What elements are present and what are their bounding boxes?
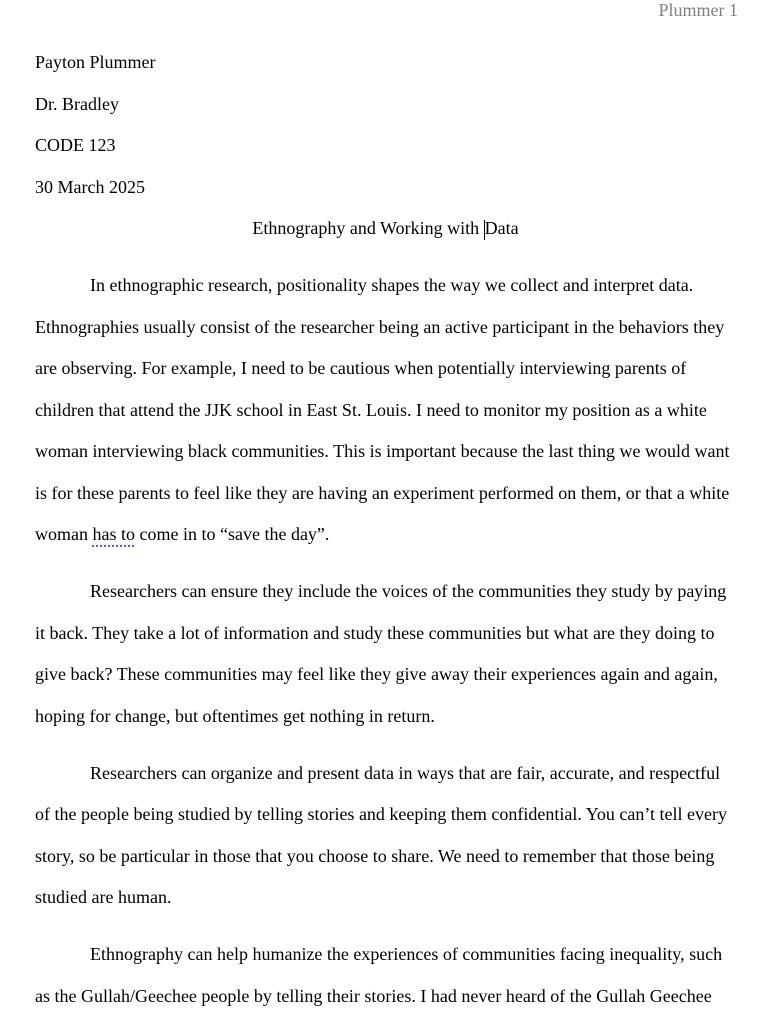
paragraph-line: In ethnographic research, positionality shapes the way we collect and interpret data. <box>90 275 694 295</box>
paragraph-line: story, so be particular in those that you choose to share. We need to remember that those being <box>35 845 715 866</box>
body-paragraph-2[interactable] <box>35 571 736 737</box>
page-header: Plummer 1 <box>658 0 738 20</box>
paragraph-line: are observing. For example, I need to be cautious when potentially interviewing parents of <box>35 358 687 378</box>
paragraph-line: Ethnographies usually consist of the researcher being an active participant in the behaviors they <box>35 316 725 337</box>
document-body[interactable] <box>35 42 736 1024</box>
paragraph-line: is for these parents to feel like they are having an experiment performed on them, or that a white <box>35 482 730 503</box>
paragraph-line: give back? These communities may feel like they give away their experiences again and again, <box>35 664 718 684</box>
author-name: Payton Plummer <box>35 52 156 72</box>
paragraph-line: as the Gullah/Geechee people by telling their stories. I had never heard of the Gullah Geechee <box>35 985 712 1006</box>
paragraph-line: children that attend the JJK school in East St. Louis. I need to monitor my position as a white <box>35 399 707 420</box>
instructor-name: Dr. Bradley <box>35 93 119 114</box>
paragraph-line: hoping for change, but oftentimes get nothing in return. <box>35 705 435 726</box>
paragraph-line: woman interviewing black communities. This is important because the last thing we would want <box>35 441 730 461</box>
paragraph-line: Ethnography can help humanize the experiences of communities facing inequality, such <box>90 944 723 964</box>
paragraph-line: studied are human. <box>35 887 172 907</box>
document-title[interactable] <box>35 208 736 250</box>
submission-date: 30 March 2025 <box>35 176 145 197</box>
course-code: CODE 123 <box>35 135 116 155</box>
paragraph-line: of the people being studied by telling stories and keeping them confidential. You can’t tell every <box>35 804 728 824</box>
title-text-after-cursor: Data <box>484 218 519 238</box>
paragraph-line: Researchers can organize and present data in ways that are fair, accurate, and respectful <box>90 762 721 783</box>
body-paragraph-4[interactable] <box>35 934 736 1017</box>
grammar-flag[interactable]: has to <box>92 524 135 544</box>
heading-block[interactable] <box>35 42 736 208</box>
title-text-before-cursor: Ethnography and Working with <box>252 218 484 238</box>
paragraph-line: it back. They take a lot of information and study these communities but what are they doing to <box>35 622 715 643</box>
paragraph-line: Researchers can ensure they include the voices of the communities they study by paying <box>90 581 727 601</box>
line-text: woman <box>35 524 93 544</box>
body-paragraph-3[interactable] <box>35 753 736 919</box>
title-line <box>35 208 736 250</box>
body-paragraph-1[interactable] <box>35 265 736 556</box>
paragraph-line <box>35 514 736 556</box>
line-text: come in to “save the day”. <box>135 524 330 544</box>
